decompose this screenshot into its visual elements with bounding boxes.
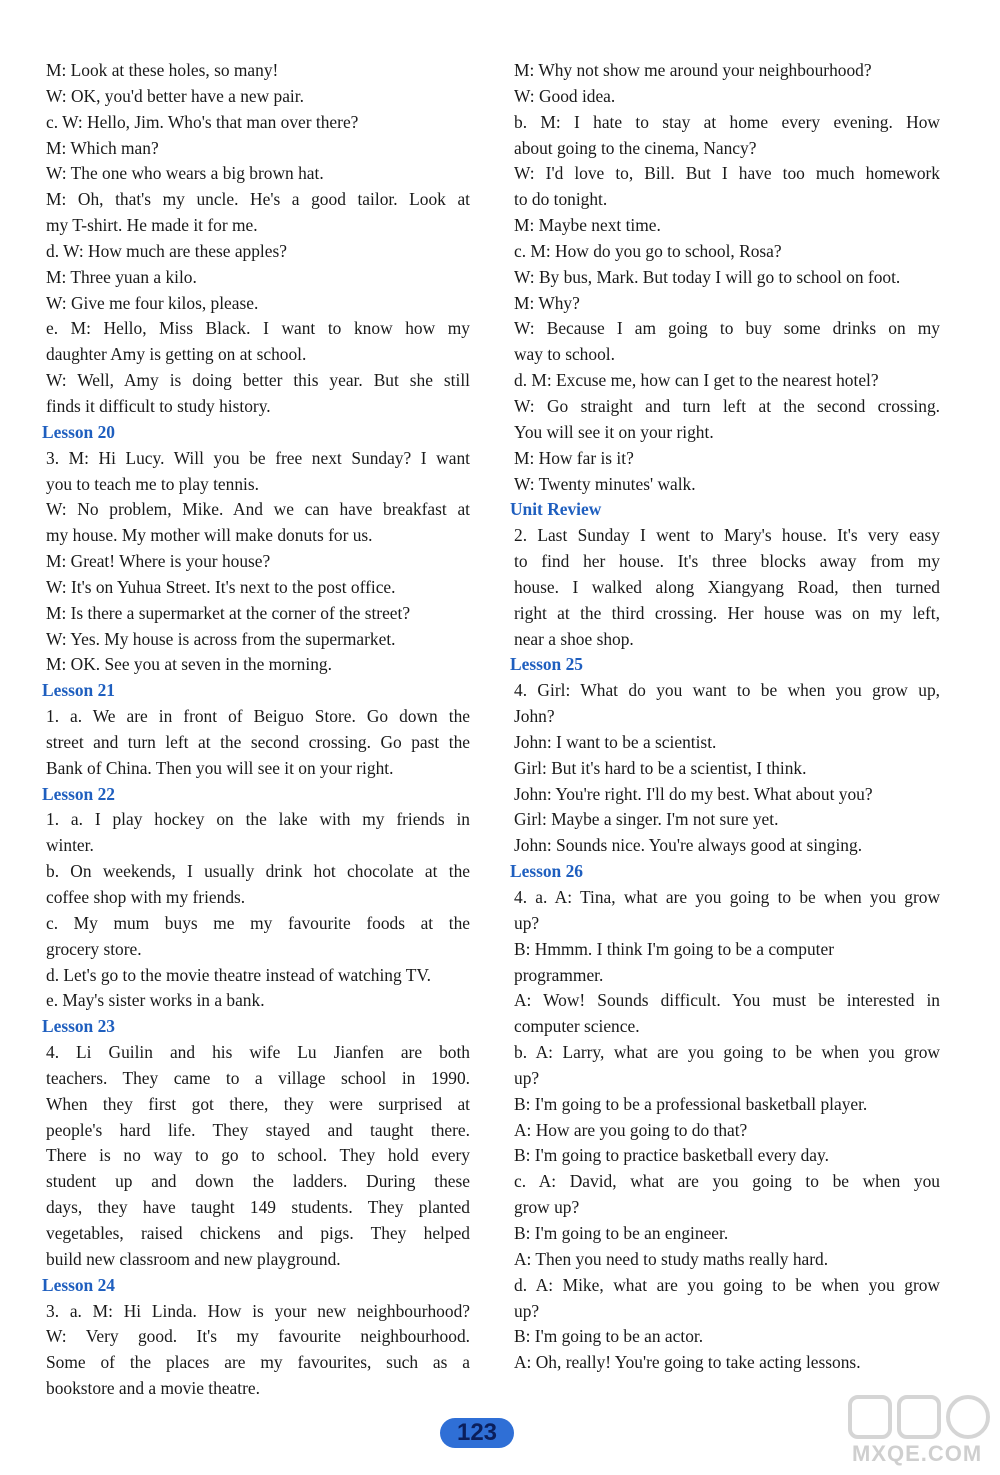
text-line: Girl: But it's hard to be a scientist, I think. <box>514 757 807 778</box>
text-line: to do tonight. <box>514 189 608 210</box>
text-line: d. Let's go to the movie theatre instead of watching TV. <box>46 964 431 985</box>
text-line: W: Go straight and turn left at the second crossing. <box>514 395 940 416</box>
text-line: M: Great! Where is your house? <box>46 551 271 572</box>
page-number: 123 <box>440 1418 514 1448</box>
text-line: W: No problem, Mike. And we can have breakfast at <box>46 499 470 520</box>
text-line: finds it difficult to study history. <box>46 395 271 416</box>
text-line: Some of the places are my favourites, such as a <box>46 1352 470 1373</box>
right-column <box>510 58 940 1376</box>
text-line: d. M: Excuse me, how can I get to the nearest hotel? <box>514 370 879 391</box>
text-line: A: Then you need to study maths really hard. <box>514 1248 829 1269</box>
watermark-text: MXQE.COM <box>852 1441 983 1466</box>
text-line: W: Well, Amy is doing better this year. But she still <box>46 370 470 391</box>
text-line: house. I walked along Xiangyang Road, then turned <box>514 576 940 597</box>
text-line: daughter Amy is getting on at school. <box>46 344 307 365</box>
section-heading: Unit Review <box>510 499 602 520</box>
text-line: B: I'm going to be an actor. <box>514 1326 704 1347</box>
text-line: 1. a. We are in front of Beiguo Store. Go down the <box>46 706 470 727</box>
section-heading: Lesson 20 <box>42 421 115 442</box>
text-line: A: How are you going to do that? <box>514 1119 748 1140</box>
text-line: coffee shop with my friends. <box>46 887 246 907</box>
text-line: 2. Last Sunday I went to Mary's house. It's very easy <box>514 525 940 546</box>
text-line: You will see it on your right. <box>514 421 714 442</box>
text-line: people's hard life. They stayed and taught there. <box>46 1119 470 1140</box>
text-line: b. A: Larry, what are you going to be when you grow <box>514 1042 940 1063</box>
text-line: W: Give me four kilos, please. <box>46 292 259 313</box>
text-line: way to school. <box>514 344 615 365</box>
text-line: grocery store. <box>46 938 142 959</box>
text-line: M: Why not show me around your neighbourhood? <box>514 60 872 80</box>
text-line: computer science. <box>514 1016 640 1037</box>
text-line: W: Yes. My house is across from the supermarket. <box>46 628 396 649</box>
text-line: student up and down the ladders. During these <box>46 1171 470 1192</box>
text-line: Bank of China. Then you will see it on your right. <box>46 757 394 778</box>
text-line: to find her house. It's three blocks away from my <box>514 551 940 572</box>
text-line: B: Hmmm. I think I'm going to be a computer <box>514 938 834 959</box>
text-line: A: Wow! Sounds difficult. You must be interested in <box>514 990 940 1011</box>
text-line: c. M: How do you go to school, Rosa? <box>514 240 782 261</box>
section-heading: Lesson 23 <box>42 1016 115 1037</box>
text-line: W: Very good. It's my favourite neighbourhood. <box>46 1326 470 1347</box>
text-line: B: I'm going to practice basketball every day. <box>514 1145 829 1166</box>
text-line: John: Sounds nice. You're always good at singing. <box>514 835 863 856</box>
text-line: near a shoe shop. <box>514 628 634 649</box>
text-line: teachers. They came to a village school in 1990. <box>46 1067 470 1088</box>
text-line: c. W: Hello, Jim. Who's that man over there? <box>46 111 359 132</box>
text-line: c. A: David, what are you going to be when you <box>514 1171 940 1192</box>
text-line: W: It's on Yuhua Street. It's next to the post office. <box>46 576 396 597</box>
text-line: B: I'm going to be a professional basketball player. <box>514 1093 868 1114</box>
text-line: W: Twenty minutes' walk. <box>514 473 696 494</box>
text-line: John? <box>514 706 555 727</box>
text-line: W: OK, you'd better have a new pair. <box>46 85 304 106</box>
text-line: my T-shirt. He made it for me. <box>46 215 258 236</box>
text-line: 1. a. I play hockey on the lake with my friends in <box>46 809 470 830</box>
text-line: my house. My mother will make donuts for us. <box>46 525 373 546</box>
text-line: W: I'd love to, Bill. But I have too much homework <box>514 163 940 184</box>
watermark <box>844 1391 994 1469</box>
watermark-logo-icon <box>844 1391 994 1447</box>
text-line: winter. <box>46 835 94 856</box>
text-line: about going to the cinema, Nancy? <box>514 137 757 158</box>
text-line: d. W: How much are these apples? <box>46 240 287 261</box>
text-line: street and turn left at the second crossing. Go past the <box>46 731 470 752</box>
text-line: W: Good idea. <box>514 85 616 106</box>
text-line: A: Oh, really! You're going to take acting lessons. <box>514 1352 861 1373</box>
text-line: M: Why? <box>514 292 580 313</box>
text-line: d. A: Mike, what are you going to be when you grow <box>514 1274 940 1295</box>
text-line: bookstore and a movie theatre. <box>46 1378 260 1399</box>
text-line: build new classroom and new playground. <box>46 1248 341 1269</box>
text-line: W: The one who wears a big brown hat. <box>46 163 324 184</box>
text-line: b. On weekends, I usually drink hot chocolate at the <box>46 861 470 882</box>
text-line: M: Maybe next time. <box>514 215 661 236</box>
text-line: M: How far is it? <box>514 447 634 468</box>
text-line: e. M: Hello, Miss Black. I want to know how my <box>46 318 470 339</box>
text-line: M: Which man? <box>46 137 159 158</box>
text-line: Girl: Maybe a singer. I'm not sure yet. <box>514 809 779 830</box>
text-line: 4. Li Guilin and his wife Lu Jianfen are both <box>46 1042 470 1063</box>
text-line: B: I'm going to be an engineer. <box>514 1222 729 1243</box>
text-line: 3. a. M: Hi Linda. How is your new neighbourhood? <box>46 1300 470 1321</box>
text-line: e. May's sister works in a bank. <box>46 990 265 1011</box>
section-heading: Lesson 26 <box>510 861 583 882</box>
section-heading: Lesson 25 <box>510 654 583 675</box>
text-line: vegetables, raised chickens and pigs. They helped <box>46 1222 470 1243</box>
text-line: There is no way to go to school. They hold every <box>46 1145 470 1166</box>
text-line: you to teach me to play tennis. <box>46 473 259 494</box>
left-column <box>42 58 470 1402</box>
text-line: up? <box>514 1300 540 1321</box>
text-line: grow up? <box>514 1197 580 1218</box>
text-line: up? <box>514 912 540 933</box>
text-line: M: Look at these holes, so many! <box>46 60 279 80</box>
text-line: programmer. <box>514 964 604 985</box>
text-line: M: Oh, that's my uncle. He's a good tailor. Look at <box>46 189 470 210</box>
text-line: M: Three yuan a kilo. <box>46 266 197 287</box>
section-heading: Lesson 21 <box>42 680 115 701</box>
text-line: When they first got there, they were surprised at <box>46 1093 470 1114</box>
text-line: W: Because I am going to buy some drinks on my <box>514 318 940 339</box>
text-line: W: By bus, Mark. But today I will go to school on foot. <box>514 266 901 287</box>
text-line: M: Is there a supermarket at the corner of the street? <box>46 602 411 623</box>
text-line: M: OK. See you at seven in the morning. <box>46 654 332 675</box>
text-line: up? <box>514 1067 540 1088</box>
text-line: John: You're right. I'll do my best. What about you? <box>514 783 873 804</box>
text-line: right at the third crossing. Her house was on my left, <box>514 602 940 623</box>
section-heading: Lesson 22 <box>42 783 115 804</box>
section-heading: Lesson 24 <box>42 1274 115 1295</box>
text-line: 4. Girl: What do you want to be when you grow up, <box>514 680 940 701</box>
text-line: 3. M: Hi Lucy. Will you be free next Sunday? I want <box>46 447 470 468</box>
text-line: John: I want to be a scientist. <box>514 731 717 752</box>
text-line: c. My mum buys me my favourite foods at the <box>46 912 470 933</box>
text-line: 4. a. A: Tina, what are you going to be when you grow <box>514 887 940 907</box>
text-line: b. M: I hate to stay at home every evening. How <box>514 111 940 132</box>
text-line: days, they have taught 149 students. They planted <box>46 1197 470 1218</box>
